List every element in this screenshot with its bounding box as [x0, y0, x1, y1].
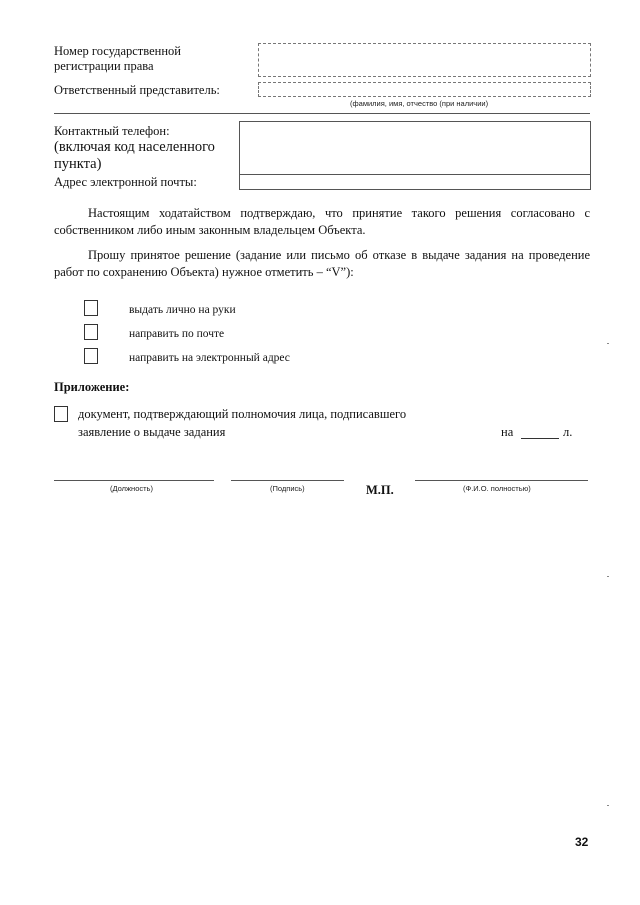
sheets-unit-label: л. [563, 425, 573, 439]
signature-caption: (Подпись) [270, 484, 305, 493]
margin-mark [607, 576, 609, 577]
margin-mark [607, 343, 609, 344]
option-email-label: направить на электронный адрес [129, 352, 290, 364]
sheets-on-label: на [501, 425, 514, 439]
signature-line[interactable] [231, 480, 344, 481]
representative-hint: (фамилия, имя, отчество (при наличии) [350, 99, 489, 108]
section-divider [54, 113, 590, 114]
attachment-checkbox[interactable] [54, 406, 68, 422]
option-post-label: направить по почте [129, 328, 225, 340]
fullname-caption: (Ф.И.О. полностью) [463, 484, 531, 493]
attachment-heading: Приложение: [54, 380, 130, 394]
option-hand-delivery-label: выдать лично на руки [129, 304, 236, 316]
registration-number-input[interactable] [258, 43, 591, 77]
registration-label: Номер государственной регистрации права [54, 44, 181, 73]
option-post-checkbox[interactable] [84, 324, 98, 340]
stamp-label: М.П. [366, 483, 394, 497]
position-caption: (Должность) [110, 484, 153, 493]
attachment-line-1: документ, подтверждающий полномочия лица, подписавшего [78, 407, 407, 421]
fullname-line[interactable] [415, 480, 588, 481]
phone-input[interactable] [239, 121, 591, 175]
option-hand-delivery-checkbox[interactable] [84, 300, 98, 316]
page-number: 32 [575, 835, 589, 849]
attachment-line-2: заявление о выдаче задания [78, 425, 226, 439]
position-line[interactable] [54, 480, 214, 481]
email-label: Адрес электронной почты: [54, 175, 197, 189]
email-input[interactable] [239, 174, 591, 190]
representative-input[interactable] [258, 82, 591, 97]
sheets-count-input[interactable] [521, 438, 559, 439]
margin-mark [607, 805, 609, 806]
request-paragraph: Прошу принятое решение (задание или письмо об отказе в выдаче задания на проведение работ по сохранению Объекта) нужное отметить – “V”): [54, 248, 590, 279]
confirmation-paragraph: Настоящим ходатайством подтверждаю, что принятие такого решения согласовано с собственником либо иным законным владельцем Объекта. [54, 206, 590, 237]
representative-label: Ответственный представитель: [54, 83, 220, 97]
option-email-checkbox[interactable] [84, 348, 98, 364]
phone-label: Контактный телефон: (включая код населенного пункта) [54, 124, 215, 172]
